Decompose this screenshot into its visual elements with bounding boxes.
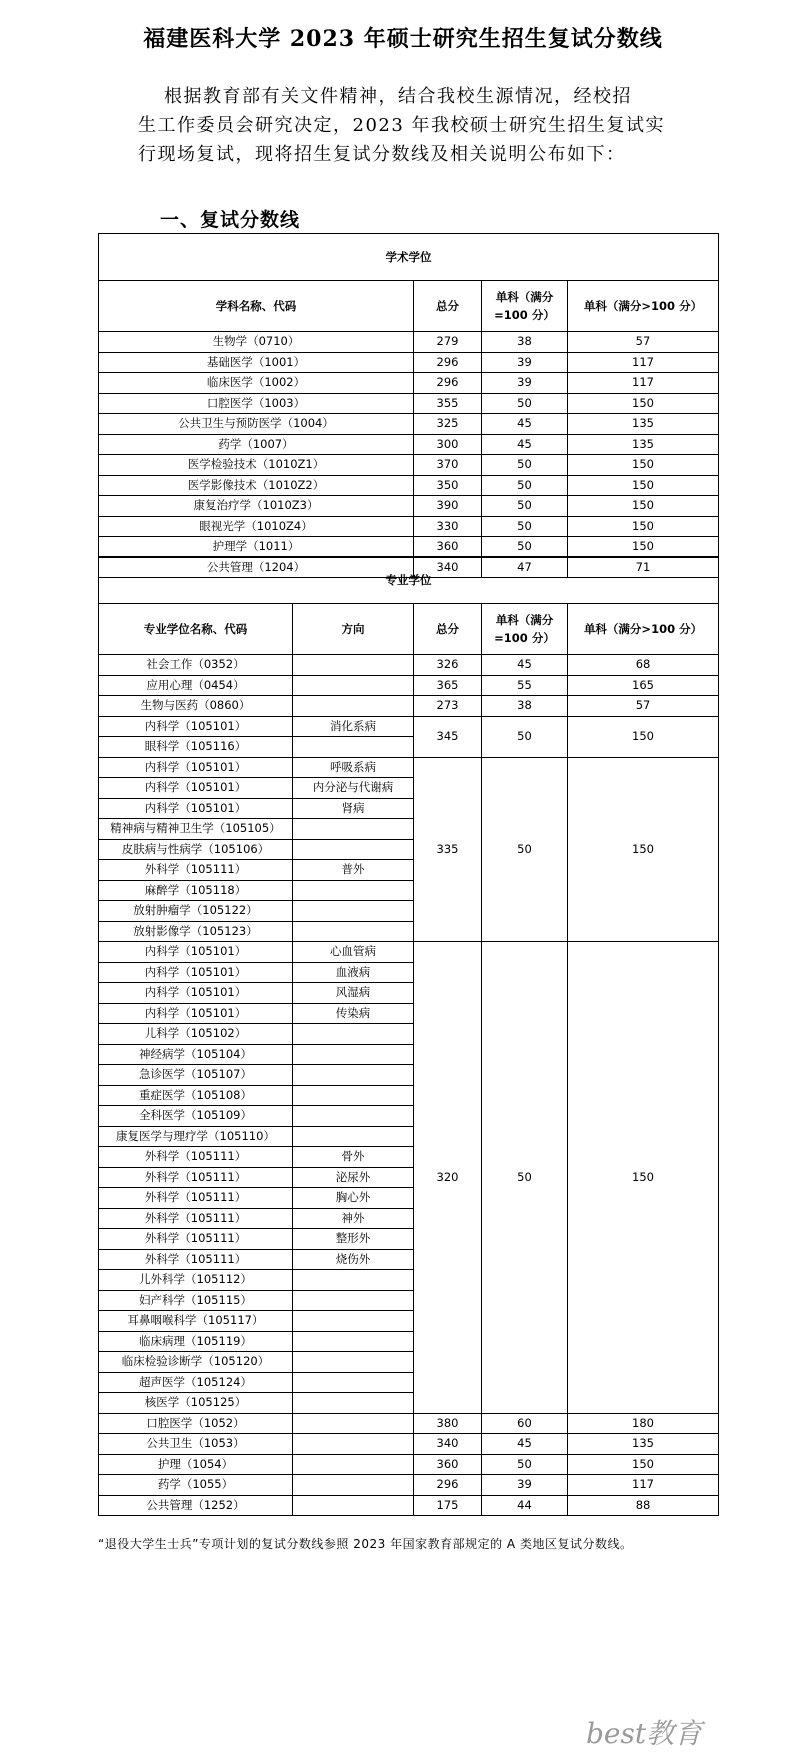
direction-cell: 神外: [293, 1208, 414, 1229]
direction-cell: 风湿病: [293, 983, 414, 1004]
single100-cell: 55: [482, 675, 568, 696]
degree-cell: 外科学（105111）: [99, 1229, 293, 1250]
degree-cell: 放射影像学（105123）: [99, 921, 293, 942]
single-over100-cell: 150: [568, 1454, 719, 1475]
degree-cell: 精神病与精神卫生学（105105）: [99, 819, 293, 840]
single100-cell: 50: [482, 757, 568, 942]
degree-cell: 儿外科学（105112）: [99, 1270, 293, 1291]
single-over100-cell: 150: [568, 537, 719, 558]
col-header: 总分: [414, 281, 482, 332]
degree-cell: 内科学（105101）: [99, 983, 293, 1004]
subject-cell: 康复治疗学（1010Z3）: [99, 496, 414, 517]
total-cell: 279: [414, 332, 482, 353]
single100-cell: 39: [482, 352, 568, 373]
direction-cell: 心血管病: [293, 942, 414, 963]
table-row: [99, 393, 719, 414]
direction-cell: [293, 839, 414, 860]
degree-cell: 临床检验诊断学（105120）: [99, 1352, 293, 1373]
direction-cell: 肾病: [293, 798, 414, 819]
single100-cell: 38: [482, 696, 568, 717]
subject-cell: 公共管理（1204）: [99, 557, 414, 578]
single100-cell: 45: [482, 1434, 568, 1455]
degree-cell: 麻醉学（105118）: [99, 880, 293, 901]
degree-cell: 放射肿瘤学（105122）: [99, 901, 293, 922]
total-cell: 296: [414, 373, 482, 394]
single100-cell: 50: [482, 475, 568, 496]
degree-cell: 公共管理（1252）: [99, 1495, 293, 1516]
total-cell: 365: [414, 675, 482, 696]
page-title: 福建医科大学 2023 年硕士研究生招生复试分数线: [143, 26, 663, 52]
table-row: [99, 537, 719, 558]
degree-cell: 内科学（105101）: [99, 798, 293, 819]
table-row: [99, 434, 719, 455]
table-row: [99, 1495, 719, 1516]
single-over100-cell: 71: [568, 557, 719, 578]
total-cell: 320: [414, 942, 482, 1414]
direction-cell: 血液病: [293, 962, 414, 983]
direction-cell: [293, 1454, 414, 1475]
direction-cell: [293, 1106, 414, 1127]
direction-cell: [293, 1352, 414, 1373]
degree-cell: 眼科学（105116）: [99, 737, 293, 758]
total-cell: 370: [414, 455, 482, 476]
direction-cell: [293, 1024, 414, 1045]
single100-cell: 38: [482, 332, 568, 353]
col-header: 单科（满分=100 分）: [482, 604, 568, 655]
single100-cell: 50: [482, 716, 568, 757]
total-cell: 380: [414, 1413, 482, 1434]
table-row: [99, 455, 719, 476]
total-cell: 325: [414, 414, 482, 435]
total-cell: 360: [414, 537, 482, 558]
degree-cell: 外科学（105111）: [99, 1249, 293, 1270]
col-header: 专业学位名称、代码: [99, 604, 293, 655]
subject-cell: 临床医学（1002）: [99, 373, 414, 394]
academic-title: 学术学位: [99, 234, 719, 281]
direction-cell: [293, 1434, 414, 1455]
single-over100-cell: 117: [568, 1475, 719, 1496]
intro-line: 根据教育部有关文件精神，结合我校生源情况，经校招: [164, 86, 632, 107]
total-cell: 360: [414, 1454, 482, 1475]
degree-cell: 外科学（105111）: [99, 1188, 293, 1209]
single-over100-cell: 150: [568, 393, 719, 414]
direction-cell: 传染病: [293, 1003, 414, 1024]
degree-cell: 公共卫生（1053）: [99, 1434, 293, 1455]
professional-table: [98, 556, 719, 1516]
table-row: [99, 942, 719, 963]
single100-cell: 50: [482, 1454, 568, 1475]
total-cell: 345: [414, 716, 482, 757]
table-row: [99, 1413, 719, 1434]
degree-cell: 外科学（105111）: [99, 860, 293, 881]
direction-cell: [293, 921, 414, 942]
intro-paragraph: [138, 82, 738, 169]
direction-cell: [293, 1372, 414, 1393]
direction-cell: 整形外: [293, 1229, 414, 1250]
single100-cell: 45: [482, 434, 568, 455]
subject-cell: 生物学（0710）: [99, 332, 414, 353]
total-cell: 340: [414, 1434, 482, 1455]
single-over100-cell: 165: [568, 675, 719, 696]
direction-cell: [293, 1065, 414, 1086]
single100-cell: 44: [482, 1495, 568, 1516]
degree-cell: 内科学（105101）: [99, 716, 293, 737]
total-cell: 296: [414, 352, 482, 373]
table-row: [99, 352, 719, 373]
single-over100-cell: 57: [568, 696, 719, 717]
single100-cell: 39: [482, 1475, 568, 1496]
subject-cell: 护理学（1011）: [99, 537, 414, 558]
total-cell: 335: [414, 757, 482, 942]
professional-title: 专业学位: [99, 557, 719, 604]
single100-cell: 50: [482, 455, 568, 476]
direction-cell: [293, 819, 414, 840]
single-over100-cell: 150: [568, 757, 719, 942]
degree-cell: 急诊医学（105107）: [99, 1065, 293, 1086]
degree-cell: 核医学（105125）: [99, 1393, 293, 1414]
direction-cell: [293, 696, 414, 717]
direction-cell: [293, 655, 414, 676]
table-row: [99, 332, 719, 353]
watermark-logo: best教育: [586, 1717, 703, 1750]
table-row: [99, 475, 719, 496]
subject-cell: 医学影像技术（1010Z2）: [99, 475, 414, 496]
single-over100-cell: 68: [568, 655, 719, 676]
single100-cell: 50: [482, 496, 568, 517]
subject-cell: 公共卫生与预防医学（1004）: [99, 414, 414, 435]
single100-cell: 45: [482, 414, 568, 435]
single-over100-cell: 135: [568, 434, 719, 455]
subject-cell: 口腔医学（1003）: [99, 393, 414, 414]
single100-cell: 50: [482, 942, 568, 1414]
academic-table: [98, 233, 719, 578]
col-header: 单科（满分>100 分）: [568, 604, 719, 655]
total-cell: 355: [414, 393, 482, 414]
degree-cell: 耳鼻咽喉科学（105117）: [99, 1311, 293, 1332]
col-header: 单科（满分=100 分）: [482, 281, 568, 332]
footnote: “退役大学生士兵”专项计划的复试分数线参照 2023 年国家教育部规定的 A 类地区复试分数线。: [98, 1537, 633, 1551]
degree-cell: 临床病理（105119）: [99, 1331, 293, 1352]
degree-cell: 康复医学与理疗学（105110）: [99, 1126, 293, 1147]
total-cell: 296: [414, 1475, 482, 1496]
degree-cell: 妇产科学（105115）: [99, 1290, 293, 1311]
section-heading: 一、复试分数线: [160, 209, 301, 231]
degree-cell: 内科学（105101）: [99, 757, 293, 778]
degree-cell: 内科学（105101）: [99, 778, 293, 799]
direction-cell: [293, 1393, 414, 1414]
direction-cell: 内分泌与代谢病: [293, 778, 414, 799]
intro-line: 行现场复试，现将招生复试分数线及相关说明公布如下：: [138, 144, 626, 165]
direction-cell: [293, 1085, 414, 1106]
direction-cell: 消化系病: [293, 716, 414, 737]
table-row: [99, 414, 719, 435]
single-over100-cell: 117: [568, 373, 719, 394]
degree-cell: 社会工作（0352）: [99, 655, 293, 676]
total-cell: 340: [414, 557, 482, 578]
direction-cell: [293, 880, 414, 901]
single-over100-cell: 150: [568, 716, 719, 757]
single-over100-cell: 150: [568, 516, 719, 537]
single-over100-cell: 150: [568, 496, 719, 517]
single100-cell: 60: [482, 1413, 568, 1434]
intro-line: 生工作委员会研究决定，2023 年我校硕士研究生招生复试实: [138, 115, 666, 136]
direction-cell: [293, 901, 414, 922]
direction-cell: [293, 1413, 414, 1434]
direction-cell: 胸心外: [293, 1188, 414, 1209]
total-cell: 350: [414, 475, 482, 496]
degree-cell: 皮肤病与性病学（105106）: [99, 839, 293, 860]
total-cell: 300: [414, 434, 482, 455]
col-header: 总分: [414, 604, 482, 655]
degree-cell: 药学（1055）: [99, 1475, 293, 1496]
total-cell: 390: [414, 496, 482, 517]
table-row: [99, 675, 719, 696]
degree-cell: 外科学（105111）: [99, 1147, 293, 1168]
single-over100-cell: 88: [568, 1495, 719, 1516]
single-over100-cell: 135: [568, 414, 719, 435]
direction-cell: [293, 1270, 414, 1291]
single-over100-cell: 150: [568, 942, 719, 1414]
table-row: [99, 757, 719, 778]
single100-cell: 47: [482, 557, 568, 578]
table-row: [99, 696, 719, 717]
subject-cell: 眼视光学（1010Z4）: [99, 516, 414, 537]
single-over100-cell: 57: [568, 332, 719, 353]
single100-cell: 50: [482, 537, 568, 558]
direction-cell: [293, 1126, 414, 1147]
degree-cell: 外科学（105111）: [99, 1208, 293, 1229]
direction-cell: [293, 1331, 414, 1352]
degree-cell: 内科学（105101）: [99, 942, 293, 963]
direction-cell: 普外: [293, 860, 414, 881]
single100-cell: 45: [482, 655, 568, 676]
degree-cell: 超声医学（105124）: [99, 1372, 293, 1393]
table-row: [99, 1454, 719, 1475]
single100-cell: 50: [482, 516, 568, 537]
degree-cell: 内科学（105101）: [99, 962, 293, 983]
single-over100-cell: 150: [568, 475, 719, 496]
table-row: [99, 655, 719, 676]
degree-cell: 护理（1054）: [99, 1454, 293, 1475]
degree-cell: 全科医学（105109）: [99, 1106, 293, 1127]
direction-cell: [293, 675, 414, 696]
degree-cell: 神经病学（105104）: [99, 1044, 293, 1065]
total-cell: 273: [414, 696, 482, 717]
direction-cell: 烧伤外: [293, 1249, 414, 1270]
table-row: [99, 496, 719, 517]
table-row: [99, 1475, 719, 1496]
table-row: [99, 716, 719, 737]
direction-cell: 呼吸系病: [293, 757, 414, 778]
degree-cell: 重症医学（105108）: [99, 1085, 293, 1106]
total-cell: 326: [414, 655, 482, 676]
single-over100-cell: 135: [568, 1434, 719, 1455]
single100-cell: 39: [482, 373, 568, 394]
table-row: [99, 516, 719, 537]
degree-cell: 外科学（105111）: [99, 1167, 293, 1188]
direction-cell: 泌尿外: [293, 1167, 414, 1188]
col-header: 单科（满分>100 分）: [568, 281, 719, 332]
total-cell: 330: [414, 516, 482, 537]
degree-cell: 内科学（105101）: [99, 1003, 293, 1024]
degree-cell: 儿科学（105102）: [99, 1024, 293, 1045]
single100-cell: 50: [482, 393, 568, 414]
table-row: [99, 373, 719, 394]
direction-cell: [293, 1290, 414, 1311]
single-over100-cell: 117: [568, 352, 719, 373]
direction-cell: [293, 1044, 414, 1065]
subject-cell: 基础医学（1001）: [99, 352, 414, 373]
direction-cell: 骨外: [293, 1147, 414, 1168]
direction-cell: [293, 1311, 414, 1332]
direction-cell: [293, 737, 414, 758]
degree-cell: 口腔医学（1052）: [99, 1413, 293, 1434]
total-cell: 175: [414, 1495, 482, 1516]
subject-cell: 药学（1007）: [99, 434, 414, 455]
col-header: 方向: [293, 604, 414, 655]
col-header: 学科名称、代码: [99, 281, 414, 332]
subject-cell: 医学检验技术（1010Z1）: [99, 455, 414, 476]
direction-cell: [293, 1495, 414, 1516]
degree-cell: 应用心理（0454）: [99, 675, 293, 696]
table-row: [99, 1434, 719, 1455]
single-over100-cell: 150: [568, 455, 719, 476]
direction-cell: [293, 1475, 414, 1496]
single-over100-cell: 180: [568, 1413, 719, 1434]
degree-cell: 生物与医药（0860）: [99, 696, 293, 717]
